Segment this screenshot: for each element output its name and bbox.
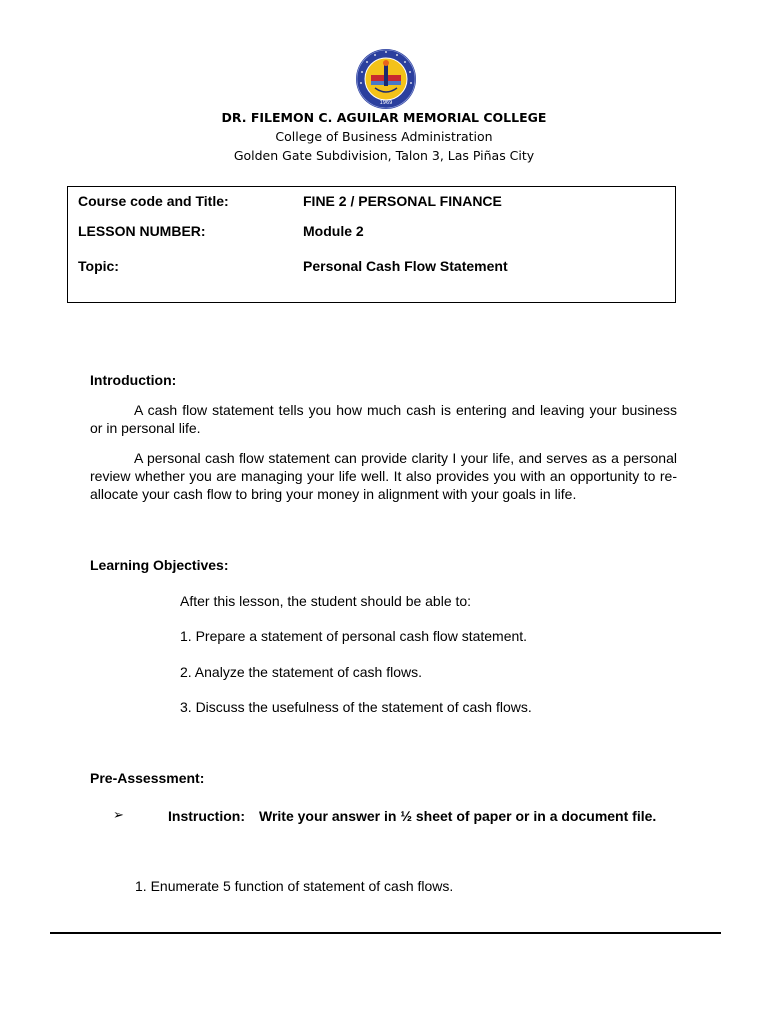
objective-item-3: 3. Discuss the usefulness of the statement of cash flows. — [180, 699, 532, 715]
instruction-label: Instruction: — [168, 808, 245, 824]
college-seal-icon — [355, 48, 417, 110]
department-name: College of Business Administration — [275, 129, 493, 144]
introduction-title: Introduction: — [90, 372, 177, 388]
instruction-paragraph — [135, 807, 695, 825]
introduction-paragraph-1 — [90, 401, 677, 437]
objective-item-1: 1. Prepare a statement of personal cash flow statement. — [180, 628, 528, 644]
seal-year: 1969 — [379, 100, 393, 106]
objectives-lead: After this lesson, the student should be able to: — [180, 593, 472, 609]
college-address: Golden Gate Subdivision, Talon 3, Las Piñas City — [233, 148, 535, 163]
course-label: Course code and Title: — [78, 193, 229, 209]
objectives-title: Learning Objectives: — [90, 557, 229, 573]
instruction-text: Write your answer in ½ sheet of paper or in a document file. — [259, 808, 657, 824]
course-info-box — [67, 186, 676, 303]
topic-label: Topic: — [78, 258, 119, 274]
pre-assessment-item-1: 1. Enumerate 5 function of statement of cash flows. — [135, 878, 454, 894]
introduction-p2-text: A personal cash flow statement can provide clarity I your life, and serves as a personal review whether you are managing your life well. It also provides you with an opportunity to re-allocate your cash flow to bring your money in alignment with your goals in life. — [90, 450, 677, 502]
introduction-p1-text: A cash flow statement tells you how much cash is entering and leaving your business or in personal life. — [90, 402, 677, 436]
college-name: DR. FILEMON C. AGUILAR MEMORIAL COLLEGE — [221, 110, 547, 125]
lesson-label: LESSON NUMBER: — [78, 223, 206, 239]
course-value: FINE 2 / PERSONAL FINANCE — [303, 193, 502, 209]
objective-item-2: 2. Analyze the statement of cash flows. — [180, 664, 423, 680]
arrow-bullet-icon: ➢ — [113, 807, 124, 822]
footer-divider — [50, 932, 721, 934]
introduction-paragraph-2 — [90, 449, 677, 503]
lesson-value: Module 2 — [303, 223, 364, 239]
pre-assessment-title: Pre-Assessment: — [90, 770, 205, 786]
topic-value: Personal Cash Flow Statement — [303, 258, 508, 274]
